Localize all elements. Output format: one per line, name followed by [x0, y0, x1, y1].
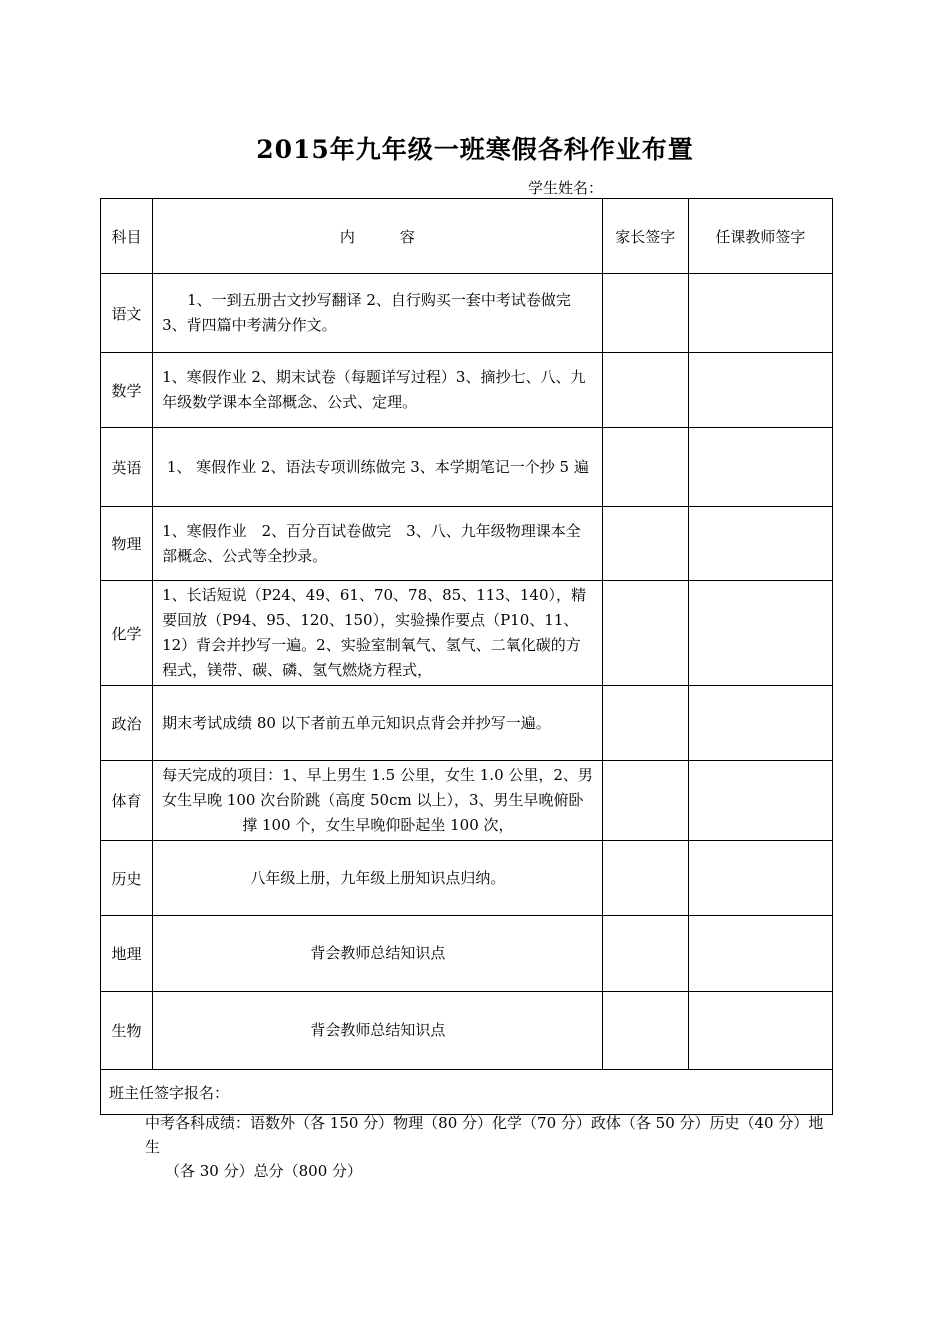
parent-sign-cell[interactable] [602, 507, 688, 581]
head-teacher-sign-label: 班主任签字报名： [101, 1070, 833, 1115]
subject-cell: 物理 [101, 507, 153, 581]
content-cell: 背会教师总结知识点 [153, 992, 603, 1070]
table-row [101, 581, 833, 686]
teacher-sign-cell[interactable] [688, 581, 832, 686]
parent-sign-cell[interactable] [602, 686, 688, 761]
parent-sign-cell[interactable] [602, 992, 688, 1070]
content-cell: 1、长话短说（P24、49、61、70、78、85、113、140），精要回放（P94、95、120、150），实验操作要点（P10、11、12）背会并抄写一遍。2、实验室制氧气、氢气、二氧化碳的方程式，镁带、碳、磷、氢气燃烧方程式， [153, 581, 603, 686]
content-cell: 1、一到五册古文抄写翻译 2、自行购买一套中考试卷做完 3、背四篇中考满分作文。 [153, 274, 603, 353]
header-parent-sign: 家长签字 [602, 199, 688, 274]
content-cell: 每天完成的项目：1、早上男生 1.5 公里，女生 1.0 公里，2、男女生早晚 100 次台阶跳（高度 50cm 以上），3、男生早晚俯卧撑 100 个，女生早晚仰卧起坐 100 次， [153, 761, 603, 841]
teacher-sign-cell[interactable] [688, 916, 832, 992]
teacher-sign-cell[interactable] [688, 761, 832, 841]
teacher-sign-cell[interactable] [688, 992, 832, 1070]
teacher-sign-cell[interactable] [688, 686, 832, 761]
table-row [101, 507, 833, 581]
teacher-sign-cell[interactable] [688, 353, 832, 428]
subject-cell: 地理 [101, 916, 153, 992]
table-row [101, 761, 833, 841]
teacher-sign-cell[interactable] [688, 507, 832, 581]
table-row [101, 274, 833, 353]
table-row [101, 686, 833, 761]
subject-cell: 化学 [101, 581, 153, 686]
subject-cell: 历史 [101, 841, 153, 916]
subject-cell: 体育 [101, 761, 153, 841]
content-cell: 期末考试成绩 80 以下者前五单元知识点背会并抄写一遍。 [153, 686, 603, 761]
content-cell: 背会教师总结知识点 [153, 916, 603, 992]
header-teacher-sign: 任课教师签字 [688, 199, 832, 274]
table-footer-row [101, 1070, 833, 1115]
table-row [101, 916, 833, 992]
content-cell: 1、 寒假作业 2、语法专项训练做完 3、本学期笔记一个抄 5 遍 [153, 428, 603, 507]
content-cell: 八年级上册，九年级上册知识点归纳。 [153, 841, 603, 916]
teacher-sign-cell[interactable] [688, 841, 832, 916]
header-subject: 科目 [101, 199, 153, 274]
table-row [101, 841, 833, 916]
exam-score-note-line1: 中考各科成绩：语数外（各 150 分）物理（80 分）化学（70 分）政体（各 50 分）历史（40 分）地生 [145, 1114, 824, 1156]
student-name-label: 学生姓名： [528, 179, 604, 197]
parent-sign-cell[interactable] [602, 581, 688, 686]
parent-sign-cell[interactable] [602, 916, 688, 992]
subject-cell: 政治 [101, 686, 153, 761]
subject-cell: 语文 [101, 274, 153, 353]
homework-table [100, 198, 833, 1115]
content-cell: 1、寒假作业 2、百分百试卷做完 3、八、九年级物理课本全部概念、公式等全抄录。 [153, 507, 603, 581]
page-title: 2015年九年级一班寒假各科作业布置 [256, 135, 694, 164]
content-cell: 1、寒假作业 2、期末试卷（每题详写过程）3、摘抄七、八、九年级数学课本全部概念、公式、定理。 [153, 353, 603, 428]
teacher-sign-cell[interactable] [688, 428, 832, 507]
parent-sign-cell[interactable] [602, 274, 688, 353]
parent-sign-cell[interactable] [602, 841, 688, 916]
teacher-sign-cell[interactable] [688, 274, 832, 353]
table-header-row [101, 199, 833, 274]
subject-cell: 英语 [101, 428, 153, 507]
table-row [101, 992, 833, 1070]
parent-sign-cell[interactable] [602, 761, 688, 841]
parent-sign-cell[interactable] [602, 428, 688, 507]
subject-cell: 生物 [101, 992, 153, 1070]
table-row [101, 353, 833, 428]
exam-score-note [145, 1111, 825, 1183]
exam-score-note-line2: （各 30 分）总分（800 分） [165, 1162, 363, 1180]
parent-sign-cell[interactable] [602, 353, 688, 428]
header-content: 内 容 [153, 199, 603, 274]
table-row [101, 428, 833, 507]
subject-cell: 数学 [101, 353, 153, 428]
